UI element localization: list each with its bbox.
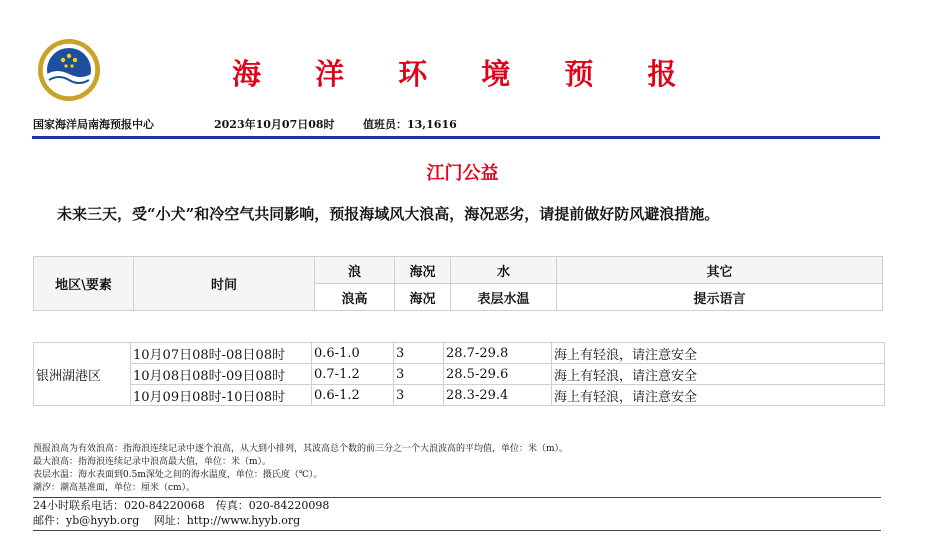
issuer-name: 国家海洋局南海预报中心: [33, 118, 154, 131]
header-time: 时间: [134, 257, 315, 311]
header-water-group: 水: [451, 257, 557, 284]
header-wave-height: 浪高: [315, 284, 395, 311]
time-cell: 10月09日08时-10日08时: [131, 385, 312, 406]
time-cell: 10月08日08时-09日08时: [131, 364, 312, 385]
note-tide: 潮汐：潮高基准面，单位：厘米（cm）。: [33, 483, 196, 493]
header-region: 地区\要素: [34, 257, 134, 311]
note-surface-temp: 表层水温：海水表面到0.5m深处之间的海水温度，单位：摄氏度（℃）。: [33, 470, 323, 480]
forecast-table: [33, 342, 885, 406]
table-row: [34, 364, 885, 385]
forecast-table-header: [33, 256, 883, 311]
duty-officer: 值班员：13,1616: [363, 118, 457, 131]
report-title: 海 洋 环 境 预 报: [232, 57, 699, 91]
footer-divider-bottom: [33, 530, 881, 531]
tip-cell: 海上有轻浪，请注意安全: [552, 343, 885, 364]
header-other-group: 其它: [557, 257, 883, 284]
location-title: 江门公益: [426, 163, 499, 184]
wave-cell: 0.6-1.0: [312, 343, 394, 364]
contact-phone: 24小时联系电话：020-84220068 传真：020-84220098: [33, 499, 330, 512]
tip-cell: 海上有轻浪，请注意安全: [552, 385, 885, 406]
note-wave-height: 预报浪高为有效浪高：指海浪连续记录中逐个浪高，从大到小排列，其波高总个数的前三分之一个大浪波高的平均值，单位：米（m）。: [33, 444, 569, 454]
tip-cell: 海上有轻浪，请注意安全: [552, 364, 885, 385]
footer-divider-top: [33, 497, 881, 498]
issue-datetime: 2023年10月07日08时: [214, 118, 335, 131]
forecast-summary: 未来三天，受“小犬”和冷空气共同影响，预报海域风大浪高，海况恶劣，请提前做好防风避浪措施。: [57, 205, 720, 223]
table-row: [34, 385, 885, 406]
ocean-emblem-icon: [37, 38, 101, 102]
section-divider: [33, 312, 883, 316]
header-sea-group: 海况: [395, 257, 451, 284]
sea-cell: 3: [394, 364, 444, 385]
footnotes: [33, 443, 568, 495]
time-cell: 10月07日08时-08日08时: [131, 343, 312, 364]
header-sea-state: 海况: [395, 284, 451, 311]
header-wave-group: 浪: [315, 257, 395, 284]
temp-cell: 28.3-29.4: [444, 385, 552, 406]
sea-cell: 3: [394, 343, 444, 364]
sea-cell: 3: [394, 385, 444, 406]
region-cell: 银洲湖港区: [34, 343, 131, 406]
header-tips: 提示语言: [557, 284, 883, 311]
table-row: [34, 343, 885, 364]
temp-cell: 28.5-29.6: [444, 364, 552, 385]
contact-web: 邮件：yb@hyyb.org 网址：http://www.hyyb.org: [33, 514, 301, 527]
temp-cell: 28.7-29.8: [444, 343, 552, 364]
wave-cell: 0.7-1.2: [312, 364, 394, 385]
note-max-wave: 最大浪高：指海浪连续记录中浪高最大值，单位：米（m）。: [33, 457, 272, 467]
wave-cell: 0.6-1.2: [312, 385, 394, 406]
header-divider: [32, 136, 880, 139]
header-surface-temp: 表层水温: [451, 284, 557, 311]
